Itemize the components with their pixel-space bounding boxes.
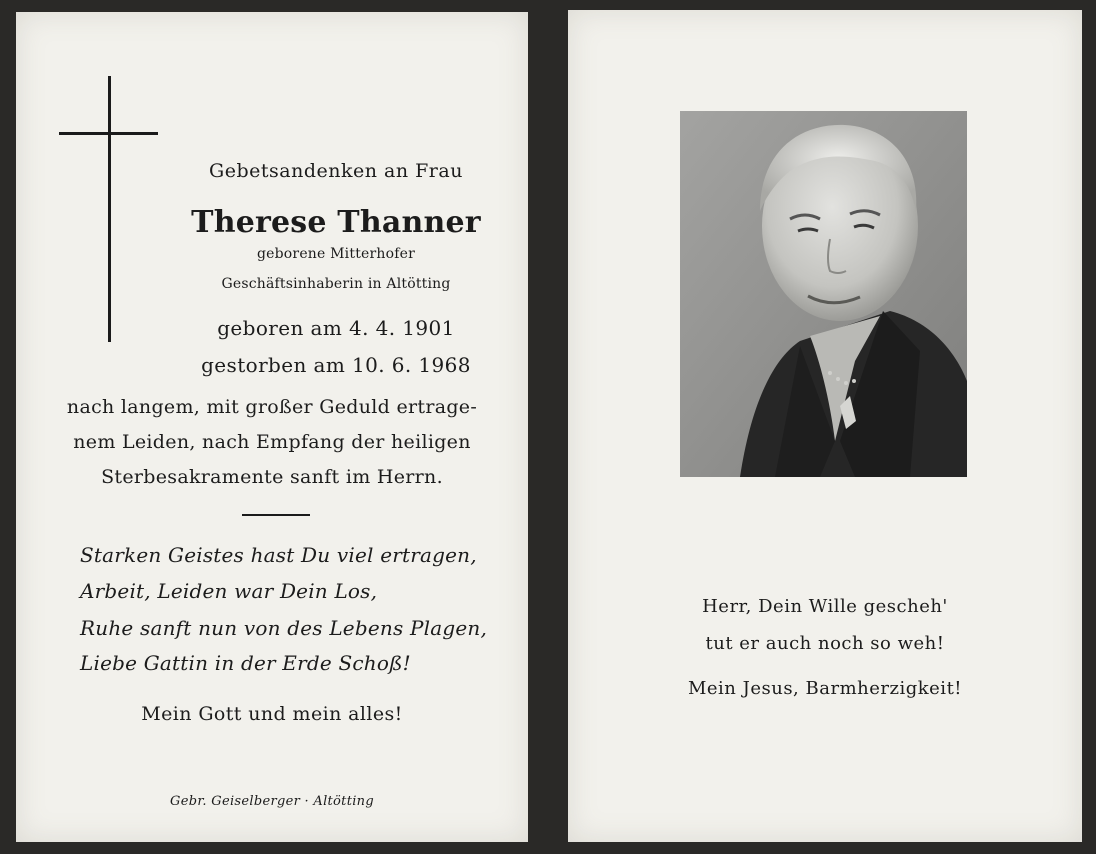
closing-prayer: Mein Gott und mein alles! xyxy=(141,703,403,725)
divider xyxy=(242,514,310,516)
verse-line: tut er auch noch so weh! xyxy=(705,633,945,654)
poem-line: Starken Geistes hast Du viel ertragen, xyxy=(80,543,477,567)
memorial-card-right-page xyxy=(568,10,1082,842)
death-date: gestorben am 10. 6. 1968 xyxy=(201,353,471,377)
maiden-name: geborene Mitterhofer xyxy=(256,246,415,262)
body-text-line: Sterbesakramente sanft im Herrn. xyxy=(101,466,443,488)
poem-line: Liebe Gattin in der Erde Schoß! xyxy=(80,651,411,675)
cross-icon xyxy=(108,76,111,342)
portrait-photo xyxy=(680,111,967,477)
memorial-card-left-page xyxy=(16,12,528,842)
dedication-line: Gebetsandenken an Frau xyxy=(209,160,463,182)
occupation: Geschäftsinhaberin in Altötting xyxy=(221,276,451,292)
cross-icon-crossbar xyxy=(59,132,158,135)
deceased-name: Therese Thanner xyxy=(191,205,481,240)
portrait-image xyxy=(680,111,967,477)
verse-line: Mein Jesus, Barmherzigkeit! xyxy=(687,678,963,699)
verse-line: Herr, Dein Wille gescheh' xyxy=(702,596,948,617)
birth-date: geboren am 4. 4. 1901 xyxy=(217,316,455,340)
body-text-line: nach langem, mit großer Geduld ertrage- xyxy=(66,396,478,418)
poem-line: Arbeit, Leiden war Dein Los, xyxy=(80,579,378,603)
poem-line: Ruhe sanft nun von des Lebens Plagen, xyxy=(80,616,488,640)
body-text-line: nem Leiden, nach Empfang der heiligen xyxy=(73,431,471,453)
printer-credit: Gebr. Geiselberger · Altötting xyxy=(170,794,374,809)
